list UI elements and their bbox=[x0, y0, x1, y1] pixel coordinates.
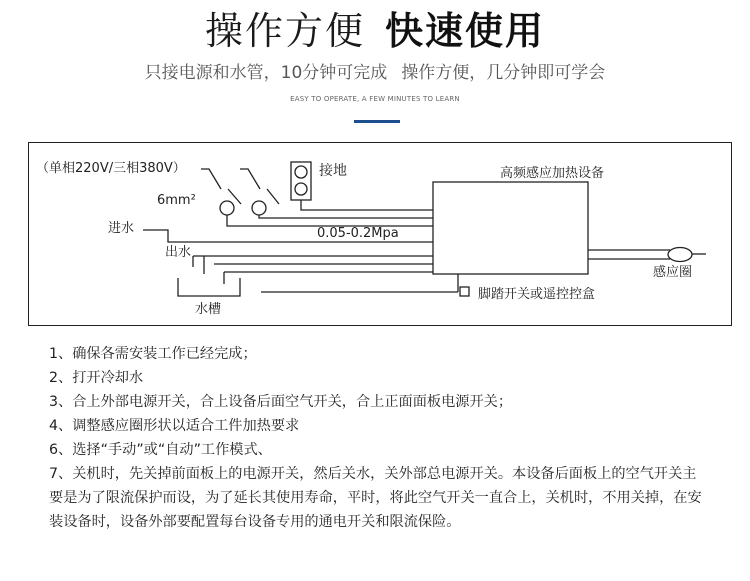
step-item: 2、打开冷却水 bbox=[49, 370, 144, 386]
coil-pipe bbox=[588, 250, 670, 259]
ground-box bbox=[291, 162, 311, 200]
coil-ellipse bbox=[668, 248, 692, 262]
subtitle bbox=[0, 62, 750, 84]
power-wire-right bbox=[259, 215, 433, 218]
pedal-label: 脚踏开关或遥控控盒 bbox=[478, 287, 596, 302]
tank-label: 水槽 bbox=[195, 302, 222, 317]
step-item: 1、确保各需安装工作已经完成； bbox=[49, 346, 257, 362]
switch-circle-right bbox=[252, 201, 266, 215]
subtitle-part1: 只接电源和水管，10分钟可完成 bbox=[144, 63, 388, 83]
switch-lever-left bbox=[201, 169, 241, 204]
step-item: 3、合上外部电源开关，合上设备后面空气开关，合上正面面板电源开关； bbox=[49, 394, 513, 410]
page-title bbox=[0, 6, 750, 56]
accent-bar bbox=[354, 120, 400, 123]
water-in-label: 进水 bbox=[108, 221, 135, 236]
cable-label: 6mm² bbox=[157, 193, 196, 208]
coil-label: 感应圈 bbox=[653, 265, 693, 280]
power-label: （单相220V/三相380V） bbox=[36, 161, 186, 176]
tank-outline bbox=[178, 278, 240, 296]
step-item: 4、调整感应圈形状以适合工件加热要求 bbox=[49, 418, 300, 434]
switch-circle-left bbox=[220, 201, 234, 215]
english-subtitle: EASY TO OPERATE, A FEW MINUTES TO LEARN bbox=[290, 95, 460, 103]
power-wire-left bbox=[227, 215, 433, 226]
ground-wire bbox=[301, 200, 433, 210]
step-item: 7、关机时，先关掉前面板上的电源开关，然后关水，关外部总电源开关。本设备后面板上的空气开关主要是为了限流保护而设，为了延长其使用寿命，平时，将此空气开关一直合上，关机时，不用关掉，在安装设备时，设备外部要配置每台设备专用的通电开关和限流保险。 bbox=[49, 466, 702, 530]
ground-circle-bottom bbox=[295, 183, 307, 195]
device-box bbox=[433, 182, 588, 274]
pedal-box bbox=[460, 287, 469, 296]
title-part1: 操作方便 bbox=[204, 9, 365, 53]
instruction-steps bbox=[49, 342, 709, 534]
subtitle-part2: 操作方便，几分钟即可学会 bbox=[401, 63, 606, 83]
step-item: 6、选择“手动”或“自动”工作模式、 bbox=[49, 442, 272, 458]
title-part2: 快速使用 bbox=[385, 9, 546, 53]
ground-circle-top bbox=[295, 166, 307, 178]
water-out-label: 出水 bbox=[165, 245, 192, 260]
ground-label: 接地 bbox=[319, 163, 347, 179]
device-label: 高频感应加热设备 bbox=[500, 166, 605, 181]
pressure-label: 0.05-0.2Mpa bbox=[317, 226, 399, 241]
switch-lever-right bbox=[240, 169, 279, 204]
